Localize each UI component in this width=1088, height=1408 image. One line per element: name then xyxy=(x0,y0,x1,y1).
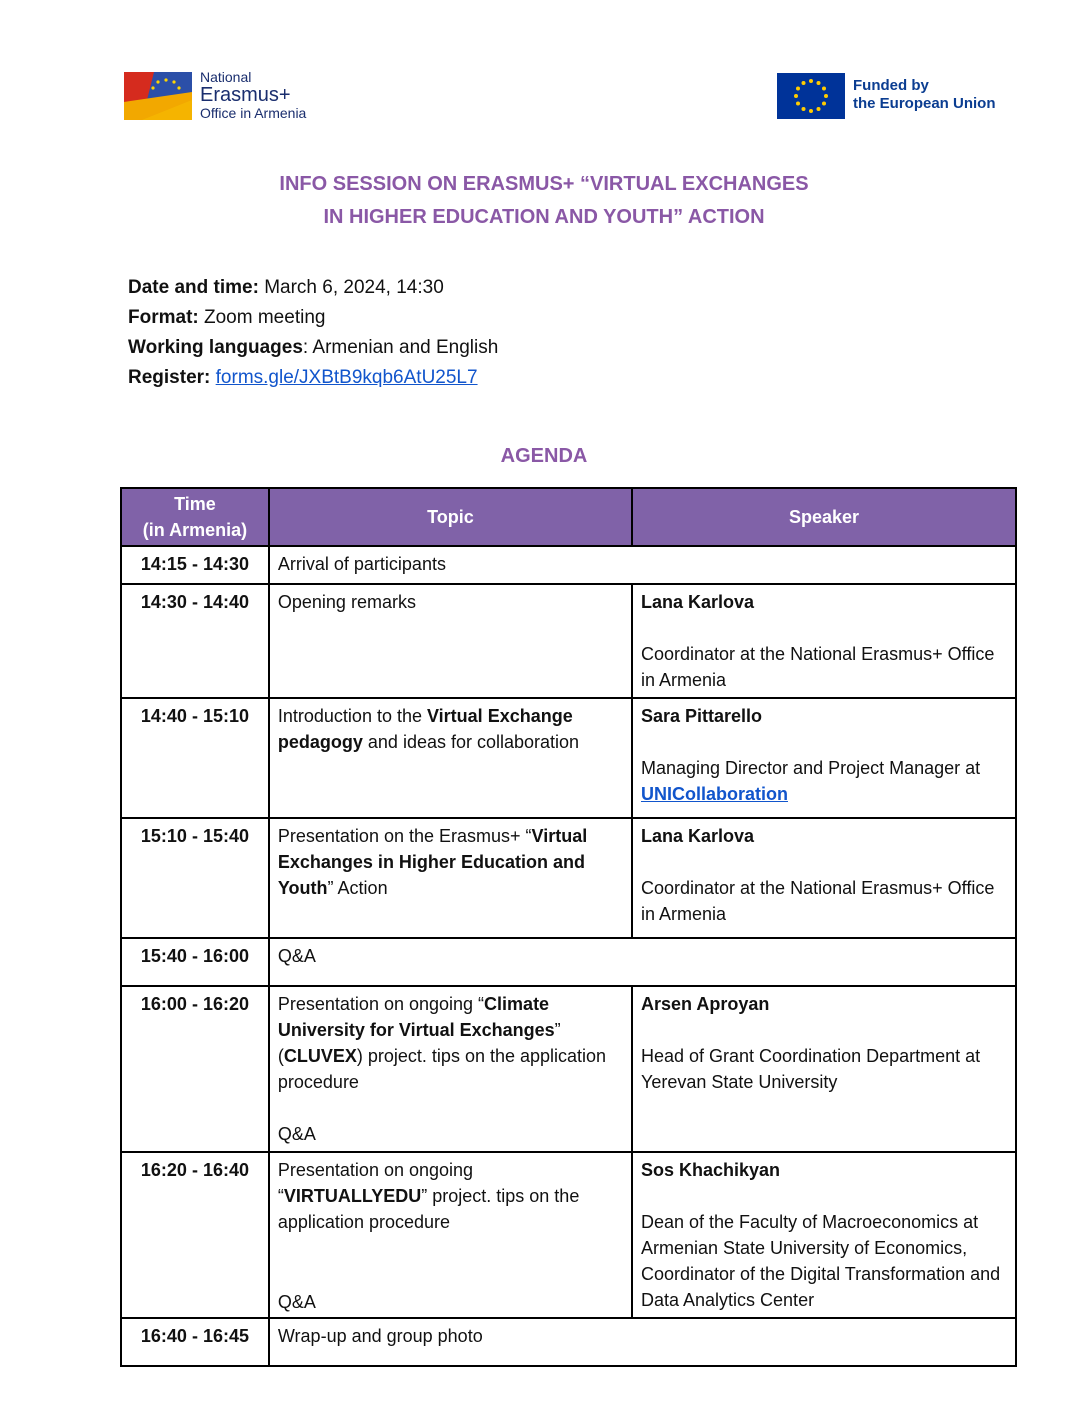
register-link[interactable]: forms.gle/JXBtB9kqb6AtU25L7 xyxy=(215,367,478,388)
date-label: Date and time: xyxy=(128,277,259,298)
speaker-name: Lana Karlova xyxy=(640,592,755,612)
time-cell: 15:40 - 16:00 xyxy=(121,938,269,986)
topic-cell: Wrap-up and group photo xyxy=(269,1318,1016,1366)
topic-text: and ideas for collaboration xyxy=(362,732,580,752)
logo-text-line3: Office in Armenia xyxy=(200,105,307,121)
eu-funding-logo xyxy=(777,73,1017,121)
unicollaboration-link[interactable]: UNICollaboration xyxy=(640,784,788,804)
table-row xyxy=(121,698,1016,818)
event-info xyxy=(128,273,498,393)
topic-cell xyxy=(269,698,632,818)
time-cell: 14:40 - 15:10 xyxy=(121,698,269,818)
topic-text: Introduction to the xyxy=(277,706,427,726)
speaker-cell xyxy=(632,698,1016,818)
topic-bold-text: Virtual Exchanges in Higher Education and Youth xyxy=(277,826,588,898)
date-value: March 6, 2024, 14:30 xyxy=(258,277,444,298)
topic-cell: Q&A xyxy=(269,938,1016,986)
speaker-role: Coordinator at the National Erasmus+ Office in Armenia xyxy=(640,878,995,924)
register-line xyxy=(128,363,498,393)
format-value: Zoom meeting xyxy=(198,307,326,328)
time-cell: 16:40 - 16:45 xyxy=(121,1318,269,1366)
languages-value: : Armenian and English xyxy=(302,337,499,358)
table-row xyxy=(121,584,1016,698)
speaker-name: Lana Karlova xyxy=(640,826,755,846)
speaker-cell xyxy=(632,986,1016,1152)
topic-cell: Opening remarks xyxy=(269,584,632,698)
speaker-role xyxy=(641,755,1007,807)
european-union-text: the European Union xyxy=(853,95,996,112)
topic-text: ) project. tips on the application procedure xyxy=(277,1046,607,1092)
time-cell: 14:30 - 14:40 xyxy=(121,584,269,698)
logo-text-line2: Erasmus+ xyxy=(200,84,291,106)
languages-line xyxy=(128,333,498,363)
speaker-role: Dean of the Faculty of Macroeconomics at Armenian State University of Economics, Coordinator of the Digital Transformation and Data Analytics Center xyxy=(640,1212,1001,1310)
table-row xyxy=(121,818,1016,938)
table-header-row xyxy=(121,488,1016,546)
topic-text: Presentation on ongoing “ xyxy=(277,1160,474,1206)
table-row xyxy=(121,1318,1016,1366)
title-line2: IN HIGHER EDUCATION AND YOUTH” ACTION xyxy=(323,206,765,228)
speaker-cell xyxy=(632,1152,1016,1318)
speaker-header: Speaker xyxy=(632,488,1016,546)
topic-text: ” Action xyxy=(327,878,388,898)
date-time-line xyxy=(128,273,498,303)
agenda-heading: AGENDA xyxy=(500,445,588,467)
qa-text: Q&A xyxy=(277,1292,316,1312)
time-header-line1: Time xyxy=(174,494,216,514)
topic-bold-text: CLUVEX xyxy=(283,1046,357,1066)
title-line1: INFO SESSION ON ERASMUS+ “VIRTUAL EXCHANGES xyxy=(279,173,809,195)
topic-bold-text: VIRTUALLYEDU xyxy=(283,1186,422,1206)
topic-cell xyxy=(269,986,632,1152)
time-header-line2: (in Armenia) xyxy=(142,520,248,540)
topic-text: Presentation on the Erasmus+ “ xyxy=(277,826,532,846)
topic-text: ” project. tips on the application procedure xyxy=(277,1186,580,1232)
agenda-table xyxy=(120,487,1017,1367)
topic-header: Topic xyxy=(269,488,632,546)
format-label: Format: xyxy=(128,307,199,328)
topic-text: Presentation on ongoing “ xyxy=(277,994,485,1014)
qa-text: Q&A xyxy=(277,1124,316,1144)
time-cell: 16:00 - 16:20 xyxy=(121,986,269,1152)
speaker-name: Sara Pittarello xyxy=(640,706,763,726)
national-erasmus-office-logo xyxy=(124,70,324,122)
table-row xyxy=(121,938,1016,986)
logo-text-line1: National xyxy=(200,69,252,85)
funded-by-text: Funded by xyxy=(853,77,929,94)
languages-label: Working languages xyxy=(128,337,303,358)
topic-text: ” ( xyxy=(277,1020,561,1066)
format-line xyxy=(128,303,498,333)
topic-cell xyxy=(269,818,632,938)
time-cell: 16:20 - 16:40 xyxy=(121,1152,269,1318)
speaker-cell xyxy=(632,584,1016,698)
time-cell: 15:10 - 15:40 xyxy=(121,818,269,938)
topic-cell: Arrival of participants xyxy=(269,546,1016,584)
speaker-name: Arsen Aproyan xyxy=(640,994,770,1014)
table-row xyxy=(121,986,1016,1152)
speaker-cell xyxy=(632,818,1016,938)
speaker-role: Head of Grant Coordination Department at Yerevan State University xyxy=(640,1046,981,1092)
armenia-eu-flag-icon xyxy=(124,72,192,120)
register-label: Register: xyxy=(128,367,211,388)
speaker-role-text: Managing Director and Project Manager at xyxy=(640,758,981,778)
page-title xyxy=(0,168,1088,234)
topic-cell xyxy=(269,1152,632,1318)
speaker-name: Sos Khachikyan xyxy=(640,1160,781,1180)
time-header xyxy=(121,488,269,546)
topic-bold-text: Climate University for Virtual Exchanges xyxy=(277,994,555,1040)
table-row xyxy=(121,1152,1016,1318)
speaker-role: Coordinator at the National Erasmus+ Office in Armenia xyxy=(640,644,995,690)
table-row xyxy=(121,546,1016,584)
topic-bold-text: Virtual Exchange pedagogy xyxy=(277,706,573,752)
time-cell: 14:15 - 14:30 xyxy=(121,546,269,584)
eu-flag-icon xyxy=(777,73,845,119)
